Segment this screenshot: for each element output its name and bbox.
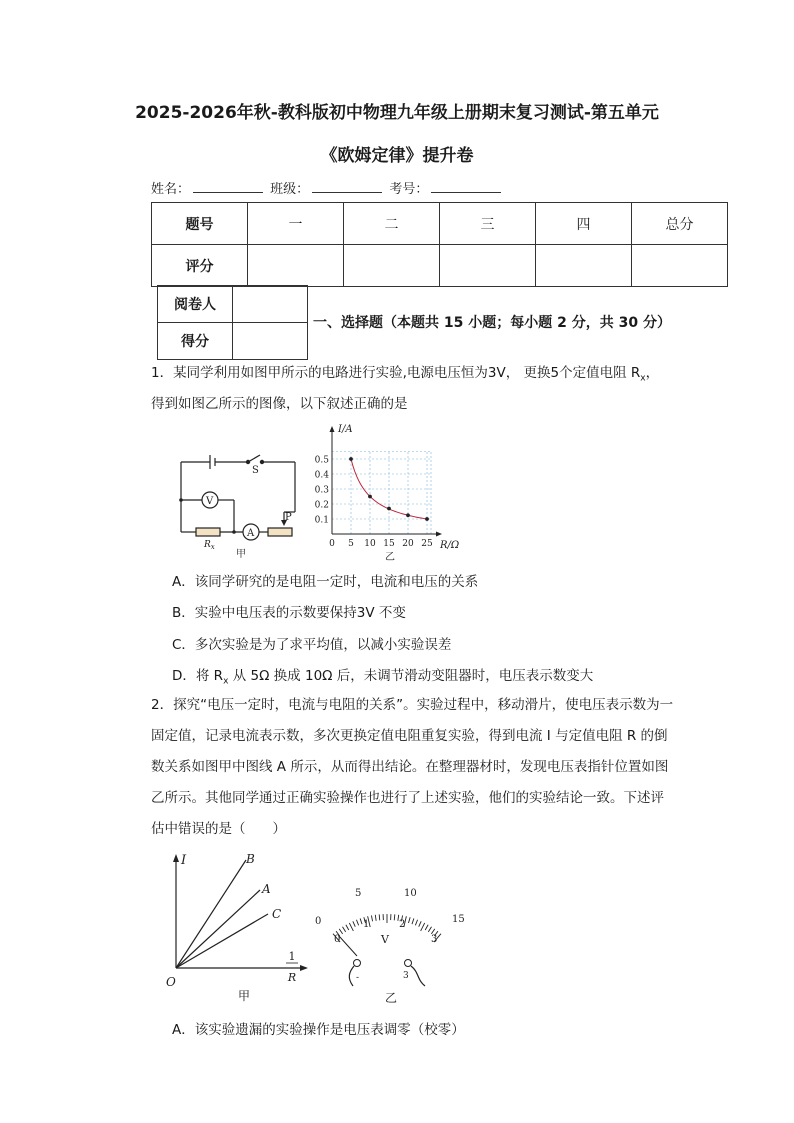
yi-wire-neg [349,966,354,986]
graph-point [387,507,391,511]
dial-tick [415,920,417,926]
y-tick-label: 0.5 [314,455,329,466]
yi-unit: V [381,933,389,946]
student-info [151,178,504,197]
score-cell-3: 三 [440,203,536,245]
graph-point [368,495,372,499]
reader-table [157,285,308,360]
q1-option-b[interactable]: B．实验中电压表的示数要保持3V 不变 [172,605,406,621]
jia-y-label: I [181,853,187,868]
score-table [151,202,728,287]
dial-tick [353,921,355,926]
x-tick-label: 0 [329,539,335,549]
score-input-2[interactable] [344,245,440,287]
name-label: 姓名： [151,182,191,197]
graph-y-ticks [315,456,330,526]
q1-line2: 得到如图乙所示的图像，以下叙述正确的是 [151,396,408,412]
x-axis-arrow-icon [436,532,442,537]
graph-caption: 乙 [385,552,395,563]
graph-xlabel: R/Ω [440,540,460,551]
q1-option-a[interactable]: A．该同学研究的是电阻一定时，电流和电压的关系 [172,574,479,590]
reader-score-label: 得分 [158,323,233,360]
name-blank[interactable] [193,180,263,193]
page-title-line2: 《欧姆定律》提升卷 [320,146,474,166]
switch-label: S [252,465,259,476]
jia-x-label-den: R [287,971,297,984]
reader-score-value[interactable] [233,323,308,360]
q1-sub: x [640,373,646,384]
yi-inner-3: 3 [431,934,438,945]
q1-graph [312,422,462,564]
score-table-header-row [152,203,728,245]
y-tick-label: 0.2 [314,500,329,511]
dial-tick [412,918,414,924]
yi-inner-0: 0 [334,934,341,945]
dial-tick [375,915,376,921]
yi-terminal-neg: - [356,973,360,983]
graph-point [349,457,353,461]
dial-tick [394,914,395,920]
exam-no-blank[interactable] [431,180,501,193]
yi-outer-10: 10 [404,888,417,899]
section-title: 一、选择题（本题共 15 小题；每小题 2 分，共 30 分） [313,315,671,331]
dial-tick [409,917,411,923]
graph-point [425,517,429,521]
q1-option-c[interactable]: C．多次实验是为了求平均值，以减小实验误差 [172,637,452,653]
q1-option-d-post: 从 5Ω 换成 10Ω 后，未调节滑动变阻器时，电压表示数变大 [228,668,594,684]
y-tick-label: 0.1 [314,515,329,526]
dial-tick [346,925,349,930]
yi-caption: 乙 [385,991,398,1005]
jia-y-arrow-icon [173,854,179,862]
x-tick-label: 25 [421,539,433,549]
ammeter-label: A [247,528,255,539]
y-tick-label: 0.4 [314,470,329,481]
q2-line2: 固定值，记录电流表示数，多次更换定值电阻重复实验，得到电流 I 与定值电阻 R 的倒 [151,728,668,744]
dial-tick [421,923,425,931]
dial-tick [356,920,358,926]
dial-tick [349,923,353,931]
yi-wire-3 [411,966,425,986]
graph-point [406,513,410,517]
score-cell-total: 总分 [632,203,728,245]
score-cell-2: 二 [344,203,440,245]
class-blank[interactable] [312,180,382,193]
score-table-score-row [152,245,728,287]
q2-line3: 数关系如图甲中图线 A 所示，从而得出结论。在整理器材时，发现电压表指针位置如图 [151,759,669,775]
score-cell-4: 四 [536,203,632,245]
circuit-caption: 甲 [236,549,246,560]
reader-label: 阅卷人 [158,286,233,323]
q1-option-d-sub: x [223,676,229,687]
q1-text1-end: ， [645,365,660,381]
score-input-1[interactable] [248,245,344,287]
reader-row [158,286,308,323]
yi-terminal-neg-icon[interactable] [354,960,361,967]
jia-line-a [176,890,260,968]
yi-outer-0: 0 [315,916,322,927]
dial-tick [419,921,421,926]
graph-x-ticks [329,539,433,549]
jia-label-c: C [272,907,282,921]
graph-grid [332,452,431,535]
yi-terminal-3-icon[interactable] [405,960,412,967]
slider-label: P [285,512,292,523]
q1-text1: 1．某同学利用如图甲所示的电路进行实验,电源电压恒为3V， 更换5个定值电阻 R [151,365,641,381]
yi-outer-15: 15 [452,914,465,925]
q2-line5: 估中错误的是（ ） [151,821,286,837]
yi-outer-5: 5 [355,888,362,899]
graph-ylabel: I/A [338,424,353,435]
jia-line-b [176,860,246,968]
x-tick-label: 15 [383,539,395,549]
x-tick-label: 5 [348,539,354,549]
page-title-line1: 2025-2026年秋-教科版初中物理九年级上册期末复习测试-第五单元 [135,103,659,123]
score-cell-label: 题号 [152,203,248,245]
reader-value[interactable] [233,286,308,323]
resistor-label: $R_x$ [204,540,215,551]
q2-option-a[interactable]: A．该实验遗漏的实验操作是电压表调零（校零） [172,1022,465,1038]
dial-tick [342,927,345,932]
yi-terminal-3: 3 [403,971,409,981]
q1-option-d-pre: D．将 R [172,668,224,684]
y-tick-label: 0.3 [314,485,329,496]
dial-tick [379,914,380,920]
y-axis-arrow-icon [330,426,335,432]
yi-pointer [339,936,357,956]
q2-figure-yi [305,880,477,1006]
score-input-3[interactable] [440,245,536,287]
dial-tick [371,915,372,921]
jia-label-a: A [262,882,271,896]
q1-option-d[interactable] [172,664,593,687]
jia-caption: 甲 [238,989,251,1003]
voltmeter-label: V [206,496,214,507]
dial-tick [360,918,362,924]
jia-line-c [176,914,268,968]
yi-inner-1: 1 [363,919,370,930]
score-cell-1: 一 [248,203,344,245]
x-tick-label: 20 [402,539,414,549]
q2-line1: 2．探究“电压一定时，电流与电阻的关系”。实验过程中，移动滑片，使电压表示数为一 [151,697,674,713]
q2-line4: 乙所示。其他同学通过正确实验操作也进行了上述实验，他们的实验结论一致。下述评 [151,790,664,806]
score-input-4[interactable] [536,245,632,287]
dial-tick [428,927,431,932]
dial-tick [425,925,428,930]
x-tick-label: 10 [364,539,376,549]
score-input-total[interactable] [632,245,728,287]
q2-figure-jia [164,848,314,1004]
jia-origin: O [166,975,176,989]
jia-x-label-num: 1 [288,950,296,963]
exam-no-label: 考号： [389,182,429,197]
score-row-label: 评分 [152,245,248,287]
class-label: 班级： [270,182,310,197]
yi-inner-2: 2 [399,919,406,930]
reader-score-row [158,323,308,360]
q1-circuit-figure [174,440,304,562]
jia-label-b: B [246,852,255,866]
